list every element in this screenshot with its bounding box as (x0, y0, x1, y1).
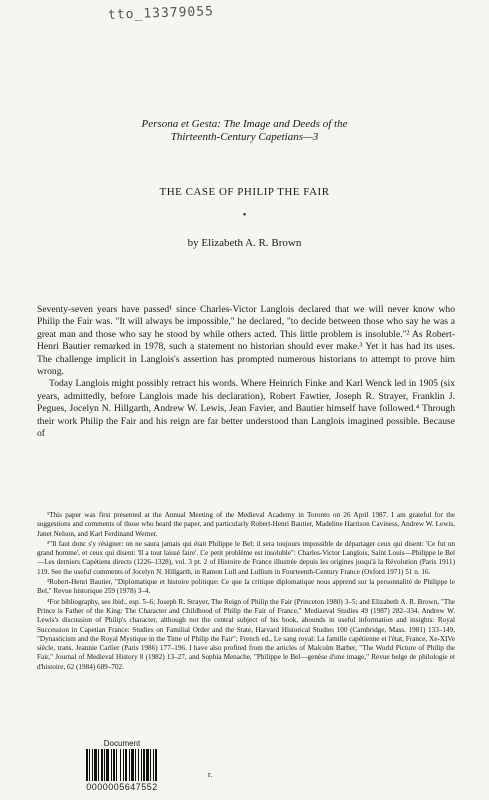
paragraph-2: Today Langlois might possibly retract his words. Where Heinrich Finke and Karl Wenck led in 1905 (six years, admittedly, before Langlois made his declaration), Robert Fawtier, Joseph R. Strayer, Franklin J. Pegues, Jocelyn N. Hillgarth, Andrew W. Lewis, Jean Favier, and Bautier himself have followed.⁴ Through their work Philip the Fair and his reign are far better understood than Langlois imagined possible. Because of (37, 378, 455, 440)
article-title: THE CASE OF PHILIP THE FAIR (159, 186, 330, 198)
series-heading (60, 118, 429, 144)
ornament-bullet: • (242, 210, 247, 221)
footnote-4: ⁴For bibliography, see ibid., esp. 5–6; Joseph R. Strayer, The Reign of Philip the Fair (Princeton 1980) 3–5; and Elizabeth A. R. Brown, "The Prince is Father of the King: The Character and Childhood of Philip the Fair of France," Mediaeval Studies 49 (1987) 282–334. Andrew W. Lewis's discussion of Philip's character, although not the central subject of his book, abounds in useful information and insights: Royal Succession in Capetian France: Studies on Familial Order and the State, Harvard Historical Studies 100 (Cambridge, Mass. 1981) 133–149, "Dynasticism and the Royal Mystique in the Time of Philip the Fair"; French ed., Le sang royal: La famille capétienne et l'état, France, Xe-XIVe siècle, trans. Jeannie Carlier (Paris 1986) 177–196. I have also profited from the articles of Malcolm Barber, "The World Picture of Philip the Fair," Journal of Medieval History 8 (1982) 13–27, and Sophia Menache, "Philippe le Bel—genèse d'une image," Revue belge de philologie et d'histoire, 62 (1984) 689–702. (37, 597, 455, 671)
paragraph-1: Seventy-seven years have passed¹ since Charles-Victor Langlois declared that we will never know who Philip the Fair was. "It will always be impossible," he declared, "to decide between those who say he was a great man and those who say he stood by while others acted. This little problem is insoluble."² As Robert-Henri Bautier remarked in 1978, such a statement no historian should ever make.³ Yet it has had its uses. The challenge implicit in Langlois's assertion has prompted numerous historians to attempt to prove him wrong. (37, 304, 455, 378)
document-barcode (62, 739, 182, 792)
footnote-1: ¹This paper was first presented at the Annual Meeting of the Medieval Academy in Toronto on 26 April 1987. I am grateful for the suggestions and comments of those who heard the paper, and particularly Robert-Henri Bautier, Madeline Harrison Caviness, Andrew W. Lewis, Janet Nelson, and Karl Ferdinand Werner. (37, 511, 455, 538)
author-byline: by Elizabeth A. R. Brown (187, 237, 302, 249)
series-line-2: Thirteenth-Century Capetians—3 (170, 131, 319, 143)
footnote-3: ³Robert-Henri Bautier, "Diplomatique et histoire politique: Ce que la critique diplomatique nous apprend sur la personnalité de Philippe le Bel," Revue historique 259 (1978) 3–4. (37, 578, 455, 596)
footnote-2: ²"Il faut donc s'y résigner: on ne saura jamais qui était Philippe le Bel; il sera toujours impossible de départager ceux qui disent: 'Ce fut un grand homme', et ceux qui disent: 'Il a tout laissé faire'. Ce petit problème est insoluble": Charles-Victor Langlois, Saint Louis—Philippe le Bel—Les derniers Capétiens directs (1226–1328), vol. 3 pt. 2 of Histoire de France illustrée depuis les origines jusqu'à la Révolution (Paris 1911) 119. See the useful comments of Jocelyn N. Hillgarth, in Ramon Lull and Lullism in Fourteenth-Century France (Oxford 1971) 51 n. 16. (37, 539, 455, 576)
barcode-label: Document (103, 739, 141, 748)
barcode-stripe (157, 749, 159, 781)
barcode-bars (62, 749, 182, 781)
handwritten-accession-note: tto_13379055 (107, 4, 215, 23)
footnotes (37, 511, 455, 673)
page-mark: r. (208, 770, 213, 779)
barcode-number: 0000005647552 (86, 782, 158, 792)
body-text (37, 304, 455, 440)
series-line-1: Persona et Gesta: The Image and Deeds of the (141, 118, 348, 130)
